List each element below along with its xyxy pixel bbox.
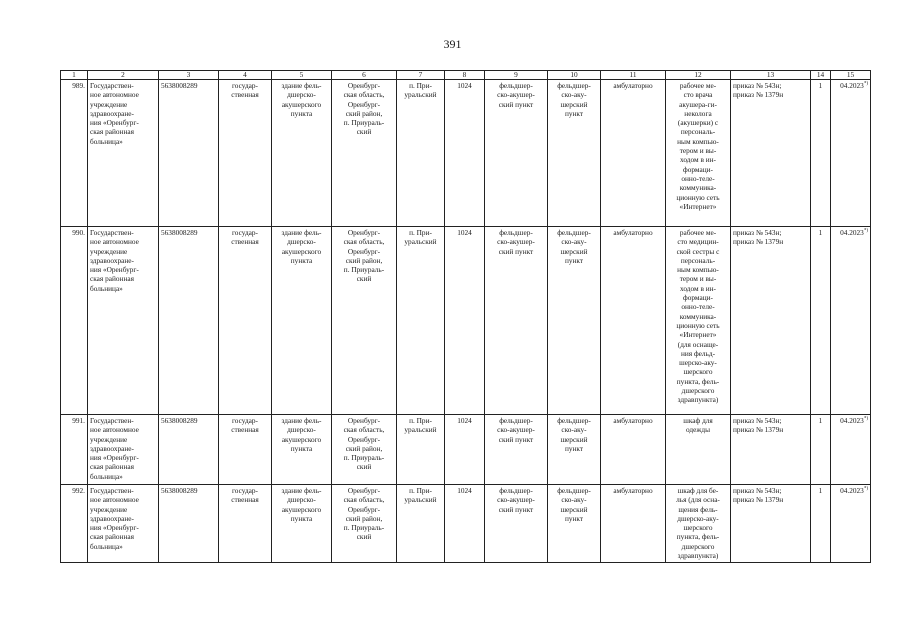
address-cell-line: Оренбург- <box>347 99 381 109</box>
ownership-cell-line: государ- <box>231 416 258 425</box>
equipment-cell-line: дшерско-аку- <box>677 513 719 523</box>
orders-cell-line: приказ № 543н; <box>733 228 782 237</box>
column-header-12: 12 <box>666 71 731 80</box>
locality-cell-line: уральский <box>404 425 437 435</box>
row-number <box>61 485 88 563</box>
equipment-cell-line: коммуника- <box>679 311 717 321</box>
equipment-cell-line: акушера-ги- <box>679 99 717 109</box>
equipment-cell-line: лья (для осна- <box>676 495 720 505</box>
orders-cell <box>731 80 811 227</box>
column-header-4: 4 <box>219 71 272 80</box>
locality-cell-line: уральский <box>404 495 437 505</box>
date-footnote-mark: *) <box>863 228 868 234</box>
organization-cell-line: здравоохране- <box>90 443 134 453</box>
mode-cell-text: амбулаторно <box>613 486 653 495</box>
unit-cell-line: ско-акушер- <box>497 425 535 435</box>
unit-cell-line: ско-акушер- <box>497 495 535 505</box>
equipment-cell-line: (для оснаще- <box>677 339 719 349</box>
organization-cell <box>88 485 159 563</box>
equipment-cell-line: здравпункта) <box>677 395 719 405</box>
subunit-cell-line: фельдшер- <box>557 81 591 90</box>
table-body <box>61 71 871 563</box>
inn-cell <box>159 415 219 485</box>
table-row <box>61 415 871 485</box>
address-cell-line: ский <box>356 127 372 137</box>
locality-cell-line: п. При- <box>409 416 432 425</box>
quantity-cell-text: 1 <box>818 416 823 425</box>
organization-cell-line: ская районная <box>90 127 134 137</box>
orders-cell-line: приказ № 1379н <box>733 425 784 435</box>
orders-cell-line: приказ № 1379н <box>733 495 784 505</box>
organization-cell <box>88 80 159 227</box>
address-cell-line: п. Приураль- <box>343 118 385 128</box>
orders-cell-line: приказ № 543н; <box>733 416 782 425</box>
page-number: 391 <box>443 37 462 51</box>
mode-cell <box>601 80 666 227</box>
quantity-cell-text: 1 <box>818 486 823 495</box>
building-cell-line: пункта <box>290 255 313 265</box>
row-number-text: 989. <box>72 81 85 90</box>
code-cell <box>445 415 485 485</box>
unit-cell-line: ско-акушер- <box>497 237 535 247</box>
orders-cell-line: приказ № 1379н <box>733 90 784 100</box>
subunit-cell-line: шерский <box>560 99 588 109</box>
equipment-table <box>60 70 871 563</box>
building-cell-line: акушерского <box>281 434 322 444</box>
orders-cell-line: приказ № 543н; <box>733 486 782 495</box>
date-cell <box>831 80 871 227</box>
organization-cell-line: ное автономное <box>90 425 139 435</box>
code-cell-text: 1024 <box>457 81 472 90</box>
orders-cell <box>731 227 811 415</box>
quantity-cell-text: 1 <box>818 81 823 90</box>
row-number-text: 990. <box>72 228 85 237</box>
subunit-cell-line: пункт <box>564 108 584 118</box>
ownership-cell <box>219 227 272 415</box>
column-header-10: 10 <box>548 71 601 80</box>
organization-cell-line: Государствен- <box>90 81 134 90</box>
organization-cell-line: ное автономное <box>90 495 139 505</box>
building-cell-line: здание фель- <box>281 228 322 237</box>
subunit-cell-line: пункт <box>564 513 584 523</box>
organization-cell <box>88 227 159 415</box>
row-number <box>61 227 88 415</box>
unit-cell <box>485 485 548 563</box>
equipment-cell-line: ходом в ин- <box>680 283 716 293</box>
table-header-row <box>61 71 871 80</box>
address-cell-line: Оренбург- <box>347 504 381 514</box>
column-header-7: 7 <box>397 71 445 80</box>
orders-cell-line: приказ № 1379н <box>733 237 784 247</box>
subunit-cell-line: шерский <box>560 434 588 444</box>
equipment-cell-line: сто врача <box>683 90 713 100</box>
equipment-cell-line: шкаф для <box>683 416 713 425</box>
subunit-cell-line: пункт <box>564 443 584 453</box>
building-cell-line: акушерского <box>281 99 322 109</box>
code-cell-text: 1024 <box>457 486 472 495</box>
quantity-cell <box>811 227 831 415</box>
address-cell-line: Оренбург- <box>347 81 381 90</box>
column-header-8: 8 <box>445 71 485 80</box>
equipment-cell-line: ния фельд- <box>680 348 716 358</box>
building-cell-line: акушерского <box>281 246 322 256</box>
equipment-cell-line: тером и вы- <box>679 274 717 284</box>
subunit-cell <box>548 227 601 415</box>
code-cell <box>445 485 485 563</box>
equipment-cell <box>666 415 731 485</box>
organization-cell-line: больница» <box>90 471 123 481</box>
organization-cell-line: Государствен- <box>90 416 134 425</box>
building-cell-line: дшерско- <box>287 90 316 100</box>
organization-cell-line: Государствен- <box>90 486 134 495</box>
subunit-cell <box>548 485 601 563</box>
inn-cell <box>159 80 219 227</box>
row-number-text: 992. <box>72 486 85 495</box>
address-cell-line: ский район, <box>345 513 383 523</box>
inn-cell-text: 5638008289 <box>161 416 198 425</box>
unit-cell-line: ский пункт <box>498 504 534 514</box>
column-header-14: 14 <box>811 71 831 80</box>
locality-cell-line: п. При- <box>409 228 432 237</box>
column-header-9: 9 <box>485 71 548 80</box>
organization-cell-line: ное автономное <box>90 237 139 247</box>
table-row <box>61 485 871 563</box>
equipment-cell-line: ционную сеть <box>676 320 720 330</box>
ownership-cell-line: ственная <box>231 495 259 505</box>
unit-cell <box>485 80 548 227</box>
locality-cell <box>397 415 445 485</box>
address-cell-line: ский <box>356 462 372 472</box>
address-cell-line: ский <box>356 274 372 284</box>
equipment-cell-line: онно-теле- <box>681 173 715 183</box>
organization-cell-line: здравоохране- <box>90 255 134 265</box>
organization-cell-line: ния «Оренбург- <box>90 118 139 128</box>
locality-cell-line: уральский <box>404 90 437 100</box>
table-row <box>61 80 871 227</box>
address-cell-line: Оренбург- <box>347 434 381 444</box>
inn-cell-text: 5638008289 <box>161 486 198 495</box>
subunit-cell <box>548 80 601 227</box>
locality-cell <box>397 80 445 227</box>
organization-cell-line: ния «Оренбург- <box>90 523 139 533</box>
organization-cell <box>88 415 159 485</box>
quantity-cell-text: 1 <box>818 228 823 237</box>
date-footnote-mark: *) <box>863 416 868 422</box>
locality-cell-line: п. При- <box>409 486 432 495</box>
date-footnote-mark: *) <box>863 81 868 87</box>
unit-cell-line: ский пункт <box>498 246 534 256</box>
address-cell-line: ский район, <box>345 255 383 265</box>
equipment-cell-line: онно-теле- <box>681 302 715 312</box>
locality-cell-line: п. При- <box>409 81 432 90</box>
organization-cell-line: учреждение <box>90 504 128 514</box>
subunit-cell-line: фельдшер- <box>557 228 591 237</box>
address-cell-line: Оренбург- <box>347 246 381 256</box>
unit-cell-line: ский пункт <box>498 99 534 109</box>
building-cell-line: дшерско- <box>287 425 316 435</box>
organization-cell-line: ния «Оренбург- <box>90 453 139 463</box>
subunit-cell-line: шерский <box>560 246 588 256</box>
equipment-cell-line: шерского <box>683 523 713 533</box>
equipment-cell-line: рабочее ме- <box>679 81 717 90</box>
orders-cell-line: приказ № 543н; <box>733 81 782 90</box>
equipment-cell-line: шерско-аку- <box>679 358 717 368</box>
address-cell-line: Оренбург- <box>347 486 381 495</box>
column-header-15: 15 <box>831 71 871 80</box>
subunit-cell-line: фельдшер- <box>557 416 591 425</box>
subunit-cell-line: шерский <box>560 504 588 514</box>
unit-cell-line: фельдшер- <box>499 228 533 237</box>
equipment-cell-line: сто медицин- <box>677 237 719 247</box>
address-cell-line: ская область, <box>343 90 385 100</box>
ownership-cell-line: государ- <box>231 228 258 237</box>
equipment-cell-line: формаци- <box>683 293 713 303</box>
unit-cell-line: ско-акушер- <box>497 90 535 100</box>
mode-cell-text: амбулаторно <box>613 416 653 425</box>
column-header-13: 13 <box>731 71 811 80</box>
subunit-cell-line: фельдшер- <box>557 486 591 495</box>
organization-cell-line: больница» <box>90 283 123 293</box>
row-number <box>61 80 88 227</box>
ownership-cell-line: ственная <box>231 237 259 247</box>
ownership-cell-line: государ- <box>231 81 258 90</box>
building-cell-line: дшерско- <box>287 237 316 247</box>
address-cell-line: Оренбург- <box>347 228 381 237</box>
organization-cell-line: ния «Оренбург- <box>90 265 139 275</box>
building-cell-line: дшерско- <box>287 495 316 505</box>
orders-cell <box>731 485 811 563</box>
equipment-cell <box>666 80 731 227</box>
date-footnote-mark: *) <box>863 486 868 492</box>
code-cell <box>445 227 485 415</box>
column-header-3: 3 <box>159 71 219 80</box>
row-number <box>61 415 88 485</box>
unit-cell <box>485 227 548 415</box>
building-cell-line: пункта <box>290 513 313 523</box>
organization-cell-line: здравоохране- <box>90 108 134 118</box>
unit-cell-line: ский пункт <box>498 434 534 444</box>
address-cell-line: п. Приураль- <box>343 523 385 533</box>
building-cell-line: пункта <box>290 108 313 118</box>
column-header-11: 11 <box>601 71 666 80</box>
column-header-2: 2 <box>88 71 159 80</box>
organization-cell-line: ская районная <box>90 462 134 472</box>
address-cell-line: ская область, <box>343 425 385 435</box>
equipment-cell-line: «Интернет» <box>679 201 717 211</box>
equipment-cell-line: ным компью- <box>677 265 719 275</box>
address-cell <box>332 227 397 415</box>
building-cell <box>272 485 332 563</box>
inn-cell-text: 5638008289 <box>161 228 198 237</box>
date-cell-text: 04.2023 <box>840 81 864 90</box>
address-cell-line: ский район, <box>345 443 383 453</box>
quantity-cell <box>811 485 831 563</box>
code-cell-text: 1024 <box>457 416 472 425</box>
inn-cell <box>159 485 219 563</box>
equipment-cell-line: здравпункта) <box>677 551 719 561</box>
unit-cell-line: фельдшер- <box>499 486 533 495</box>
building-cell <box>272 415 332 485</box>
column-header-5: 5 <box>272 71 332 80</box>
organization-cell-line: здравоохране- <box>90 513 134 523</box>
equipment-cell-line: (акушерки) с <box>677 118 719 128</box>
address-cell <box>332 80 397 227</box>
address-cell <box>332 485 397 563</box>
equipment-cell-line: шерского <box>683 367 713 377</box>
organization-cell-line: ное автономное <box>90 90 139 100</box>
ownership-cell <box>219 415 272 485</box>
address-cell-line: Оренбург- <box>347 416 381 425</box>
equipment-cell-line: одежды <box>685 425 711 435</box>
organization-cell-line: больница» <box>90 136 123 146</box>
unit-cell-line: фельдшер- <box>499 416 533 425</box>
organization-cell-line: больница» <box>90 541 123 551</box>
address-cell <box>332 415 397 485</box>
ownership-cell <box>219 485 272 563</box>
equipment-cell <box>666 227 731 415</box>
mode-cell <box>601 415 666 485</box>
organization-cell-line: Государствен- <box>90 228 134 237</box>
equipment-cell-line: пункта, фель- <box>676 376 720 386</box>
date-cell <box>831 415 871 485</box>
locality-cell-line: уральский <box>404 237 437 247</box>
locality-cell <box>397 227 445 415</box>
subunit-cell <box>548 415 601 485</box>
address-cell-line: ский район, <box>345 108 383 118</box>
date-cell <box>831 485 871 563</box>
subunit-cell-line: ско-аку- <box>561 425 587 435</box>
equipment-cell-line: пункта, фель- <box>676 532 720 542</box>
organization-cell-line: учреждение <box>90 246 128 256</box>
mode-cell <box>601 227 666 415</box>
table-row <box>61 227 871 415</box>
ownership-cell <box>219 80 272 227</box>
date-cell-text: 04.2023 <box>840 486 864 495</box>
organization-cell-line: ская районная <box>90 532 134 542</box>
equipment-cell-line: шкаф для бе- <box>677 486 719 495</box>
equipment-cell-line: неколога <box>684 108 712 118</box>
equipment-cell <box>666 485 731 563</box>
ownership-cell-line: ственная <box>231 90 259 100</box>
address-cell-line: ская область, <box>343 495 385 505</box>
equipment-cell-line: рабочее ме- <box>679 228 717 237</box>
ownership-cell-line: ственная <box>231 425 259 435</box>
locality-cell <box>397 485 445 563</box>
subunit-cell-line: ско-аку- <box>561 90 587 100</box>
unit-cell <box>485 415 548 485</box>
equipment-cell-line: дшерского <box>681 541 715 551</box>
building-cell-line: пункта <box>290 443 313 453</box>
building-cell-line: акушерского <box>281 504 322 514</box>
equipment-cell-line: персональ- <box>680 255 716 265</box>
inn-cell-text: 5638008289 <box>161 81 198 90</box>
orders-cell <box>731 415 811 485</box>
equipment-cell-line: ходом в ин- <box>680 155 716 165</box>
building-cell <box>272 80 332 227</box>
code-cell-text: 1024 <box>457 228 472 237</box>
subunit-cell-line: ско-аку- <box>561 495 587 505</box>
equipment-cell-line: ционную сеть <box>676 192 720 202</box>
date-cell-text: 04.2023 <box>840 228 864 237</box>
equipment-cell-line: коммуника- <box>679 183 717 193</box>
unit-cell-line: фельдшер- <box>499 81 533 90</box>
mode-cell-text: амбулаторно <box>613 228 653 237</box>
organization-cell-line: ская районная <box>90 274 134 284</box>
address-cell-line: ская область, <box>343 237 385 247</box>
equipment-cell-line: «Интернет» <box>679 330 717 340</box>
address-cell-line: ский <box>356 532 372 542</box>
equipment-cell-line: тером и вы- <box>679 146 717 156</box>
mode-cell-text: амбулаторно <box>613 81 653 90</box>
code-cell <box>445 80 485 227</box>
building-cell-line: здание фель- <box>281 416 322 425</box>
equipment-cell-line: ской сестры с <box>676 246 720 256</box>
building-cell-line: здание фель- <box>281 486 322 495</box>
equipment-cell-line: формаци- <box>683 164 713 174</box>
building-cell-line: здание фель- <box>281 81 322 90</box>
building-cell <box>272 227 332 415</box>
equipment-cell-line: ным компью- <box>677 136 719 146</box>
row-number-text: 991. <box>72 416 85 425</box>
subunit-cell-line: пункт <box>564 255 584 265</box>
address-cell-line: п. Приураль- <box>343 453 385 463</box>
quantity-cell <box>811 415 831 485</box>
subunit-cell-line: ско-аку- <box>561 237 587 247</box>
inn-cell <box>159 227 219 415</box>
address-cell-line: п. Приураль- <box>343 265 385 275</box>
date-cell <box>831 227 871 415</box>
equipment-cell-line: дшерского <box>681 386 715 396</box>
ownership-cell-line: государ- <box>231 486 258 495</box>
column-header-1: 1 <box>61 71 88 80</box>
organization-cell-line: учреждение <box>90 99 128 109</box>
date-cell-text: 04.2023 <box>840 416 864 425</box>
organization-cell-line: учреждение <box>90 434 128 444</box>
column-header-6: 6 <box>332 71 397 80</box>
equipment-cell-line: персональ- <box>680 127 716 137</box>
mode-cell <box>601 485 666 563</box>
equipment-cell-line: щения фель- <box>678 504 718 514</box>
quantity-cell <box>811 80 831 227</box>
